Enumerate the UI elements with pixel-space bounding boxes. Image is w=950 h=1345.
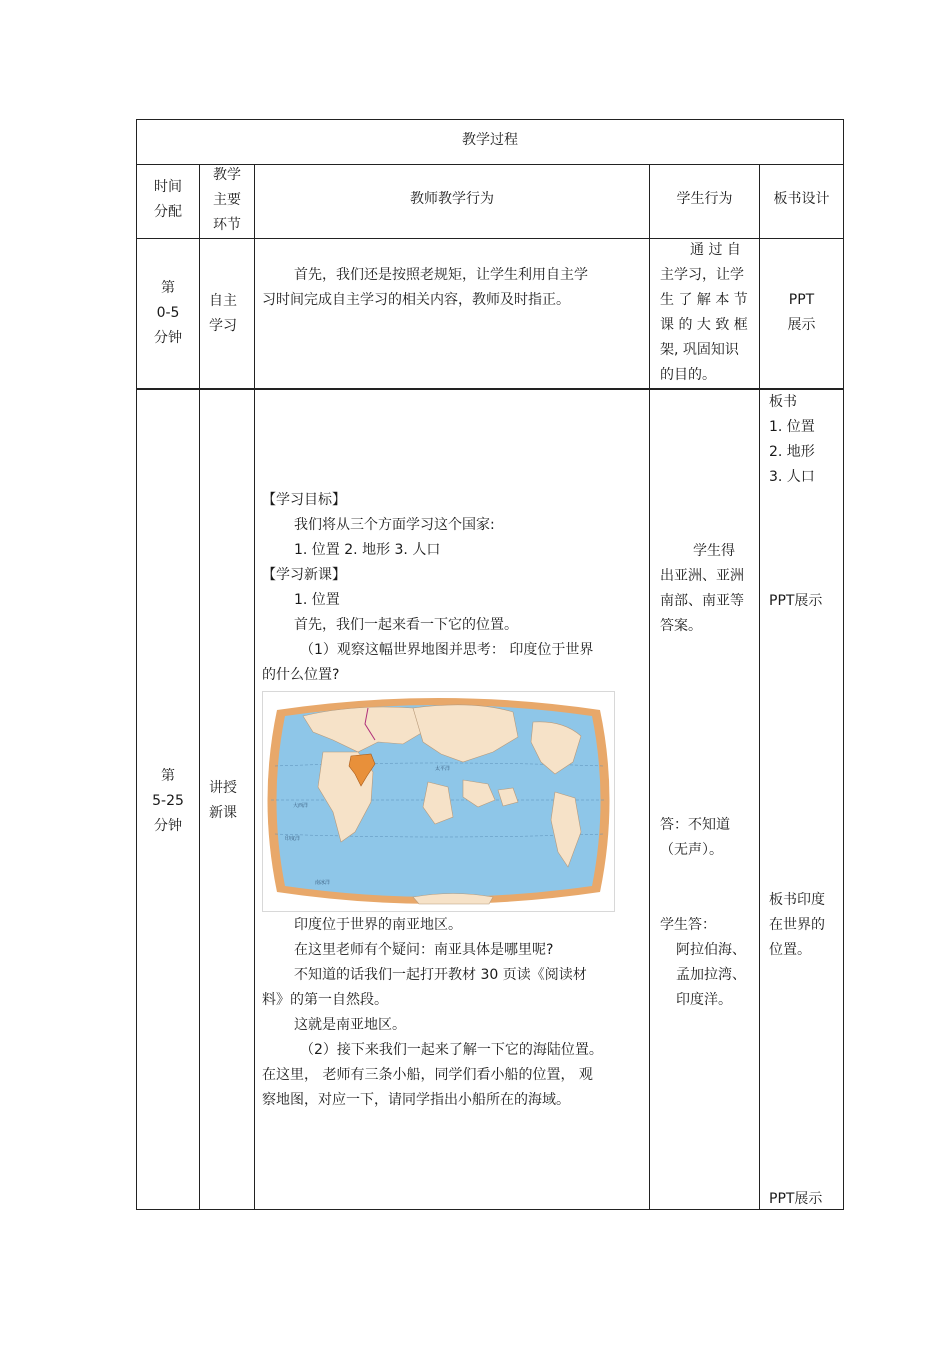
row2-time-line2: 5-25	[152, 793, 184, 809]
header-time-line2: 分配	[154, 204, 182, 220]
header-stage-line3: 环节	[213, 217, 241, 233]
teacher-line: （1）观察这幅世界地图并思考： 印度位于世界	[300, 642, 594, 658]
row1-student-line1: 通 过 自	[690, 242, 741, 258]
col-divider-3	[649, 164, 650, 1210]
student-line: 出亚洲、亚洲	[660, 568, 744, 584]
board-line: 板书	[769, 394, 797, 410]
teacher-line: 我们将从三个方面学习这个国家:	[294, 517, 495, 533]
row2-board-b: PPT展示	[769, 593, 823, 609]
row2-time-line3: 分钟	[154, 818, 182, 834]
row1-board-line2: 展示	[787, 317, 816, 333]
teacher-line: 1. 位置	[294, 592, 340, 608]
table-title: 教学过程	[462, 132, 518, 148]
row2-teacher-bottom	[262, 913, 647, 1113]
table-border-top	[136, 119, 844, 120]
teacher-line: 1. 位置 2. 地形 3. 人口	[294, 542, 441, 558]
header-student: 学生行为	[676, 191, 733, 207]
row2-student-c	[660, 913, 755, 1013]
header-stage	[200, 163, 254, 238]
teacher-line: 料》的第一自然段。	[262, 992, 388, 1008]
row1-stage	[209, 289, 253, 339]
student-line: 南部、南亚等	[660, 593, 744, 609]
map-ocean-label: 太平洋	[435, 766, 451, 772]
row2-board-d: PPT展示	[769, 1191, 823, 1207]
board-line: 2. 地形	[769, 444, 815, 460]
row-separator	[136, 388, 844, 390]
header-stage-line2: 主要	[213, 192, 241, 208]
section-heading-goals: 【学习目标】	[262, 492, 346, 508]
header-board: 板书设计	[773, 191, 830, 207]
map-ocean-label: 南冰洋	[315, 880, 331, 886]
row2-student-a	[660, 539, 755, 639]
row1-student-line3: 生 了 解 本 节	[660, 292, 748, 308]
world-map-svg	[263, 692, 614, 911]
board-line: 位置。	[769, 942, 811, 958]
row2-time	[137, 764, 199, 839]
table-border-right	[843, 119, 844, 1210]
row2-student-b	[660, 813, 755, 863]
student-line: 学生得	[693, 543, 735, 559]
row1-board	[760, 288, 843, 338]
student-line: 答案。	[660, 618, 702, 634]
row1-teacher-line1: 首先，我们还是按照老规矩，让学生利用自主学	[294, 267, 588, 283]
row1-student-line5: 架, 巩固知识	[660, 342, 739, 358]
teacher-line: 印度位于世界的南亚地区。	[294, 917, 462, 933]
teacher-line: 这就是南亚地区。	[294, 1017, 406, 1033]
row2-stage-line2: 新课	[209, 805, 237, 821]
student-line: （无声）。	[660, 842, 723, 858]
teacher-line: 的什么位置?	[262, 667, 340, 683]
row1-student-line6: 的目的。	[660, 367, 716, 383]
student-line: 学生答：	[660, 917, 716, 933]
teacher-line: 不知道的话我们一起打开教材 30 页读《阅读材	[294, 967, 587, 983]
teacher-line: 首先，我们一起来看一下它的位置。	[294, 617, 518, 633]
row2-teacher-top	[262, 488, 647, 688]
col-divider-1	[199, 164, 200, 1210]
map-ocean-label: 印度洋	[285, 836, 301, 842]
teacher-line: 在这里， 老师有三条小船，同学们看小船的位置， 观	[262, 1067, 593, 1083]
row1-time-line1: 第	[161, 280, 175, 296]
world-map	[262, 691, 615, 912]
student-line: 孟加拉湾、	[676, 967, 746, 983]
student-line: 印度洋。	[676, 992, 732, 1008]
header-teacher: 教师教学行为	[410, 191, 494, 207]
row1-student	[660, 238, 755, 388]
teacher-line: 察地图，对应一下，请同学指出小船所在的海域。	[262, 1092, 570, 1108]
table-border-bottom	[136, 1209, 844, 1210]
row2-board-c	[769, 888, 841, 963]
row1-time-line2: 0-5	[156, 305, 180, 321]
board-line: 在世界的	[769, 917, 825, 933]
section-heading-new: 【学习新课】	[262, 567, 346, 583]
col-divider-2	[254, 164, 255, 1210]
teacher-line: （2）接下来我们一起来了解一下它的海陆位置。	[300, 1042, 603, 1058]
header-time-line1: 时间	[154, 179, 182, 195]
student-line: 阿拉伯海、	[676, 942, 746, 958]
header-stage-line1: 教学	[213, 167, 241, 183]
row1-time-line3: 分钟	[154, 330, 182, 346]
row1-teacher-line2: 习时间完成自主学习的相关内容，教师及时指正。	[262, 292, 570, 308]
board-line: 1. 位置	[769, 419, 815, 435]
row2-time-line1: 第	[161, 768, 175, 784]
student-line: 答：不知道	[660, 817, 730, 833]
header-time	[137, 175, 199, 225]
row1-stage-line2: 学习	[209, 318, 237, 334]
row1-teacher	[262, 263, 647, 313]
row1-stage-line1: 自主	[209, 293, 237, 309]
board-line: 板书印度	[769, 892, 825, 908]
row2-stage	[209, 776, 253, 826]
teacher-line: 在这里老师有个疑问：南亚具体是哪里呢?	[294, 942, 554, 958]
board-line: 3. 人口	[769, 469, 815, 485]
map-ocean-label: 大西洋	[293, 803, 309, 809]
row2-stage-line1: 讲授	[209, 780, 237, 796]
row1-student-line4: 课 的 大 致 框	[660, 317, 748, 333]
row1-board-line1: PPT	[788, 292, 815, 308]
row2-board-a	[769, 390, 841, 490]
row1-student-line2: 主学习，让学	[660, 267, 744, 283]
row1-time	[137, 276, 199, 351]
